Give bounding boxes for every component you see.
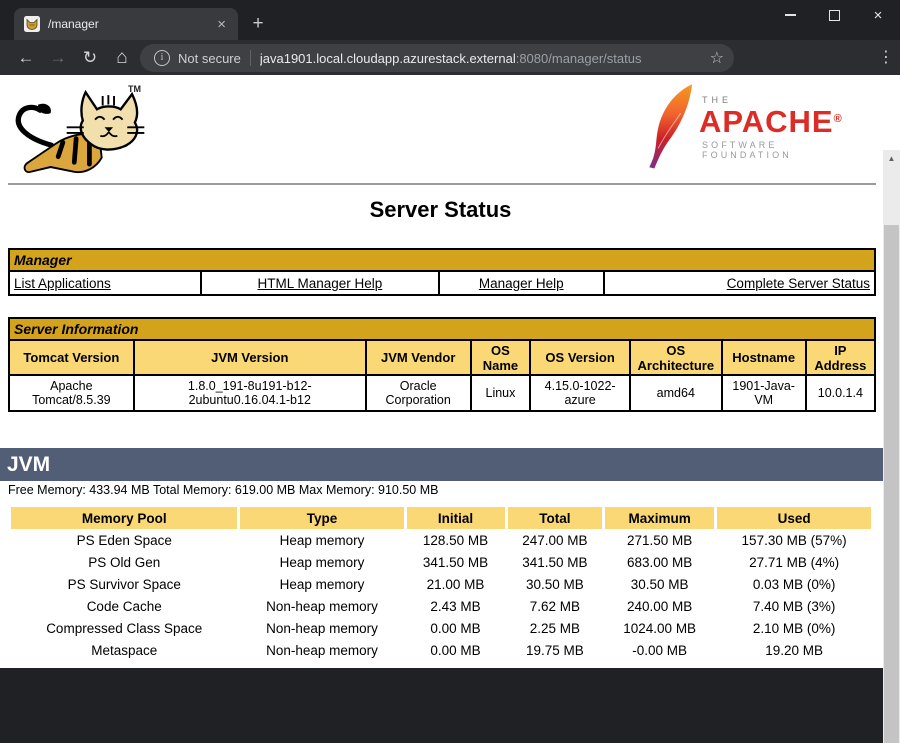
col-header: OS Architecture (630, 340, 722, 375)
window-controls (768, 0, 900, 32)
tomcat-logo (8, 84, 150, 180)
memory-initial: 0.00 MB (430, 642, 481, 658)
table-row (11, 617, 871, 639)
apache-name-label: APACHE® (699, 104, 843, 139)
memory-maximum: 30.50 MB (630, 576, 689, 592)
address-bar[interactable] (140, 44, 734, 72)
security-status-label[interactable]: Not secure (178, 50, 241, 66)
tomcat-version-value: Apache Tomcat/8.5.39 (9, 375, 134, 411)
reload-button[interactable]: ↻ (82, 48, 98, 67)
memory-pool-table (8, 507, 874, 661)
os-architecture-value: amd64 (630, 375, 722, 411)
memory-initial: 2.43 MB (430, 598, 481, 614)
manager-table-title: Manager (9, 249, 875, 271)
scrollbar-thumb[interactable] (884, 225, 899, 743)
forward-button[interactable]: → (49, 48, 67, 67)
horizontal-rule (8, 183, 876, 185)
jvm-section-header: JVM (0, 448, 883, 481)
memory-pool-type: Non-heap memory (266, 598, 378, 614)
window-maximize-button[interactable] (812, 0, 856, 30)
memory-total: 247.00 MB (522, 532, 588, 548)
page-title: Server Status (369, 197, 512, 222)
tomcat-favicon-icon (24, 16, 40, 32)
apache-logo (646, 83, 856, 175)
html-manager-help-link[interactable]: HTML Manager Help (257, 275, 383, 291)
server-information-title: Server Information (9, 318, 875, 340)
registered-mark: ® (833, 113, 843, 125)
new-tab-button[interactable]: + (252, 13, 264, 34)
memory-summary: Free Memory: 433.94 MB Total Memory: 619.00 MB Max Memory: 910.50 MB (8, 483, 439, 497)
col-header: JVM Vendor (366, 340, 471, 375)
window-close-button[interactable] (856, 0, 900, 30)
tab-close-icon[interactable]: × (217, 15, 226, 33)
browser-tab[interactable] (14, 8, 238, 40)
scroll-up-icon[interactable]: ▲ (887, 154, 896, 163)
memory-initial: 0.00 MB (430, 620, 481, 636)
list-applications-link[interactable]: List Applications (14, 275, 111, 291)
manager-links-row (9, 271, 875, 295)
memory-pool-type: Heap memory (279, 576, 365, 592)
maximize-icon (829, 10, 840, 21)
table-row (11, 639, 871, 661)
memory-pool-type: Non-heap memory (266, 620, 378, 636)
col-header: OS Version (530, 340, 630, 375)
memory-pool-type: Heap memory (279, 532, 365, 548)
memory-maximum: 271.50 MB (627, 532, 693, 548)
memory-table-header-row (11, 507, 871, 529)
page-content (0, 75, 900, 668)
col-header: Memory Pool (11, 507, 237, 529)
ip-address-value: 10.0.1.4 (806, 375, 875, 411)
memory-total: 341.50 MB (522, 554, 588, 570)
url-host: java1901.local.cloudapp.azurestack.external (259, 50, 516, 66)
url-text[interactable] (260, 51, 704, 66)
browser-menu-icon[interactable]: ⋮ (878, 49, 894, 66)
memory-pool-name: PS Survivor Space (67, 576, 181, 592)
memory-initial: 341.50 MB (422, 554, 489, 570)
col-header: Hostname (722, 340, 806, 375)
memory-total: 7.62 MB (529, 598, 580, 614)
memory-maximum: 683.00 MB (627, 554, 693, 570)
memory-maximum: -0.00 MB (632, 642, 688, 658)
memory-pool-type: Heap memory (279, 554, 365, 570)
table-row (11, 573, 871, 595)
tab-title: /manager (48, 17, 99, 31)
memory-used: 157.30 MB (57%) (741, 532, 847, 548)
manager-table (8, 248, 876, 296)
col-header: JVM Version (134, 340, 366, 375)
table-row (11, 595, 871, 617)
minimize-icon (785, 14, 796, 16)
col-header: Used (717, 507, 871, 529)
memory-total: 19.75 MB (525, 642, 584, 658)
memory-used: 27.71 MB (4%) (749, 554, 840, 570)
memory-pool-name: Code Cache (86, 598, 162, 614)
complete-server-status-link[interactable]: Complete Server Status (726, 275, 870, 291)
scrollbar-track[interactable] (883, 150, 900, 743)
col-header: IP Address (806, 340, 875, 375)
apache-subtitle-label: SOFTWARE FOUNDATION (702, 140, 792, 160)
apache-feather-icon (646, 83, 698, 171)
memory-used: 19.20 MB (765, 642, 823, 658)
memory-pool-name: PS Eden Space (76, 532, 172, 548)
memory-initial: 21.00 MB (426, 576, 485, 592)
memory-total: 2.25 MB (529, 620, 580, 636)
col-header: Initial (407, 507, 505, 529)
server-information-header-row (9, 340, 875, 375)
home-button[interactable]: ⌂ (116, 47, 128, 68)
url-path: :8080/manager/status (515, 50, 642, 66)
col-header: Type (240, 507, 403, 529)
back-button[interactable]: ← (17, 48, 35, 67)
memory-initial: 128.50 MB (422, 532, 489, 548)
col-header: Maximum (605, 507, 714, 529)
memory-pool-name: Compressed Class Space (46, 620, 203, 636)
jvm-version-value: 1.8.0_191-8u191-b12-2ubuntu0.16.04.1-b12 (134, 375, 366, 411)
window-minimize-button[interactable] (768, 0, 812, 30)
memory-pool-name: PS Old Gen (88, 554, 161, 570)
tomcat-trademark: TM (128, 84, 141, 94)
memory-used: 2.10 MB (0%) (752, 620, 836, 636)
memory-maximum: 240.00 MB (627, 598, 693, 614)
bookmark-star-icon[interactable]: ☆ (709, 50, 724, 67)
hostname-value: 1901-Java-VM (722, 375, 806, 411)
memory-used: 7.40 MB (3%) (752, 598, 836, 614)
info-icon[interactable]: i (154, 50, 170, 66)
memory-used: 0.03 MB (0%) (752, 576, 836, 592)
table-row (11, 551, 871, 573)
os-version-value: 4.15.0-1022-azure (530, 375, 630, 411)
close-icon: × (873, 6, 883, 24)
memory-total: 30.50 MB (525, 576, 584, 592)
jvm-vendor-value: Oracle Corporation (366, 375, 471, 411)
table-row (11, 529, 871, 551)
server-information-table (8, 317, 876, 412)
col-header: Total (508, 507, 603, 529)
server-information-value-row (9, 375, 875, 411)
memory-pool-name: Metaspace (91, 642, 158, 658)
os-name-value: Linux (471, 375, 531, 411)
omnibox-divider (250, 50, 251, 66)
apache-the-label: THE (702, 95, 732, 105)
memory-maximum: 1024.00 MB (623, 620, 697, 636)
col-header: Tomcat Version (9, 340, 134, 375)
tab-strip (0, 0, 900, 40)
col-header: OS Name (471, 340, 531, 375)
manager-help-link[interactable]: Manager Help (478, 275, 564, 291)
memory-pool-type: Non-heap memory (266, 642, 378, 658)
